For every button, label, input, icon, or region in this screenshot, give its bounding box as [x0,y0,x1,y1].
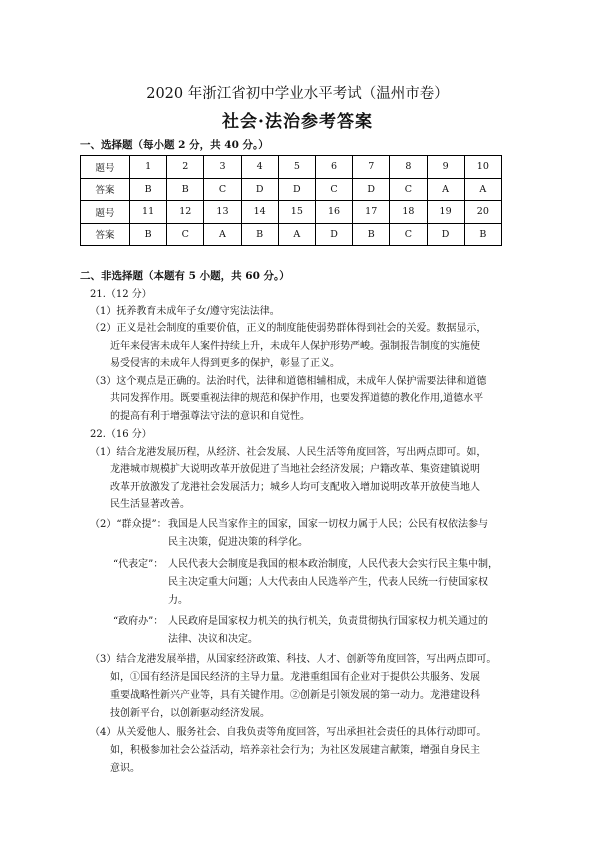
question-number-cell: 15 [278,201,315,224]
section-1-heading: 一、选择题（每小题 2 分，共 40 分。） [80,139,269,151]
answer-cell: B [353,223,390,246]
question-number-cell: 5 [278,156,315,179]
answer-cell: A [464,178,501,201]
q22-part1-line: 民生活显著改善。 [110,499,190,510]
table-row-question-numbers [81,156,502,179]
answer-cell: D [315,223,352,246]
q22-part2b-line: 人民代表大会制度是我国的根本政治制度，人民代表大会实行民主集中制， [168,559,498,570]
q22-part3-line: 重要战略性新兴产业等，具有关键作用。②创新是引领发展的第一动力。龙港建设科 [110,690,480,701]
answer-table [80,155,502,246]
q22-part2c-line: 法律、决议和决定。 [168,634,258,645]
question-number-cell: 11 [130,201,167,224]
q21-part2-line: （2）正义是社会制度的重要价值，正义的制度能使弱势群体得到社会的关爱。数据显示， [90,323,487,334]
table-row-question-numbers [81,201,502,224]
answer-cell: D [278,178,315,201]
q21-part3-line: 共同发挥作用。既要重视法律的规范和保护作用，也要发挥道德的教化作用,道德水平 [110,393,484,404]
table-row-answers [81,178,502,201]
answer-cell: A [427,178,464,201]
question-number-cell: 16 [315,201,352,224]
answer-cell: B [167,178,204,201]
q22-part3-line: （3）结合龙港发展举措，从国家经济政策、科技、人才、创新等角度回答，写出两点即可。 [90,654,497,665]
q22-part4-line: 意识。 [110,763,140,774]
q22-part1-line: 改革开放激发了龙港社会发展活力；城乡人均可支配收入增加说明改革开放使当地人 [110,482,480,493]
row-header-question: 题号 [81,201,130,224]
question-number-cell: 17 [353,201,390,224]
question-number-cell: 12 [167,201,204,224]
q22-part4-line: （4）从关爱他人、服务社会、自我负责等角度回答，写出承担社会责任的具体行动即可。 [90,727,487,738]
q21-part3-line: 的提高有利于增强尊法守法的意识和自觉性。 [110,411,310,422]
answer-cell: C [315,178,352,201]
document-title: 2020 年浙江省初中学业水平考试（温州市卷） [146,86,449,102]
answer-cell: B [130,178,167,201]
question-number-cell: 7 [353,156,390,179]
answer-cell: C [390,178,427,201]
section-2-heading: 二、非选择题（本题有 5 小题，共 60 分。） [80,270,290,282]
q22-part2a-line: 我国是人民当家作主的国家，国家一切权力属于人民；公民有权依法参与 [168,519,488,530]
answer-cell: C [204,178,241,201]
q22-part2a-line: 民主决策，促进决策的科学化。 [168,537,308,548]
question-number-cell: 8 [390,156,427,179]
answer-cell: D [353,178,390,201]
q22-part2b-label: “代表定”： [113,559,164,570]
row-header-answer: 答案 [81,178,130,201]
answer-cell: C [390,223,427,246]
q22-part2a-label: （2）“群众提”： [90,519,167,530]
row-header-answer: 答案 [81,223,130,246]
q21-part2-line: 近年来侵害未成年人案件持续上升，未成年人保护形势严峻。强制报告制度的实施使 [110,341,480,352]
question-number-cell: 2 [167,156,204,179]
question-number-cell: 3 [204,156,241,179]
question-number-cell: 1 [130,156,167,179]
answer-cell: A [278,223,315,246]
q22-part1-line: 龙港城市规模扩大说明改革开放促进了当地社会经济发展；户籍改革、集资建镇说明 [110,464,480,475]
q22-part3-line: 技创新平台，以创新驱动经济发展。 [110,708,270,719]
q22-part1-line: （1）结合龙港发展历程，从经济、社会发展、人民生活等角度回答，写出两点即可。如， [90,447,487,458]
q21-part2-line: 易受侵害的未成年人得到更多的保护，彰显了正义。 [110,358,340,369]
question-number-cell: 10 [464,156,501,179]
q22-part2c-line: 人民政府是国家权力机关的执行机关，负责贯彻执行国家权力机关通过的 [168,616,488,627]
answer-cell: D [427,223,464,246]
q22-part3-line: 如，①国有经济是国民经济的主导力量。龙港重组国有企业对于提供公共服务、发展 [110,672,480,683]
question-number-cell: 13 [204,201,241,224]
q21-heading: 21.（12 分） [90,289,152,300]
q21-part3-line: （3）这个观点是正确的。法治时代，法律和道德相辅相成，未成年人保护需要法律和道德 [90,376,487,387]
answer-cell: B [464,223,501,246]
answer-cell: B [241,223,278,246]
question-number-cell: 19 [427,201,464,224]
q22-part2c-label: “政府办”： [113,616,164,627]
q21-part1: （1）抚养教育未成年子女/遵守宪法法律。 [90,306,280,317]
row-header-question: 题号 [81,156,130,179]
q22-part2b-line: 力。 [168,595,188,606]
question-number-cell: 18 [390,201,427,224]
answer-cell: D [241,178,278,201]
document-subtitle: 社会·法治参考答案 [222,112,373,132]
q22-part2b-line: 民主决定重大问题；人大代表由人民选举产生，代表人民统一行使国家权 [168,577,488,588]
question-number-cell: 4 [241,156,278,179]
answer-cell: C [167,223,204,246]
table-row-answers [81,223,502,246]
q22-heading: 22.（16 分） [90,429,152,440]
question-number-cell: 14 [241,201,278,224]
question-number-cell: 6 [315,156,352,179]
q22-part4-line: 如，积极参加社会公益活动，培养亲社会行为；为社区发展建言献策，增强自身民主 [110,745,480,756]
answer-cell: A [204,223,241,246]
question-number-cell: 20 [464,201,501,224]
question-number-cell: 9 [427,156,464,179]
answer-cell: B [130,223,167,246]
